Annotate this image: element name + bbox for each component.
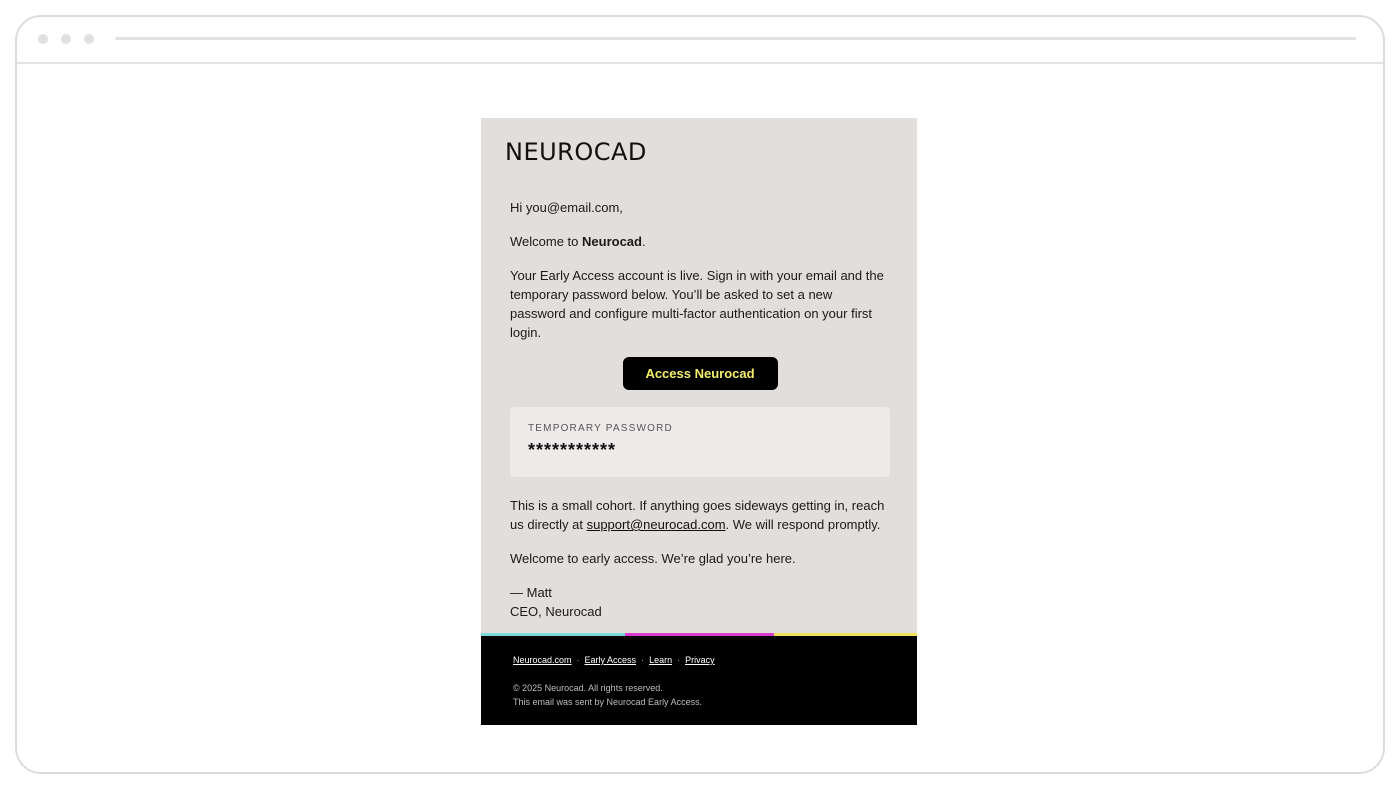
password-label: TEMPORARY PASSWORD <box>528 423 673 434</box>
email-body <box>481 118 917 633</box>
footer-copyright: © 2025 Neurocad. All rights reserved. <box>513 683 663 693</box>
window-close-dot[interactable] <box>38 34 48 44</box>
welcome-prefix: Welcome to <box>510 234 583 249</box>
email-content <box>510 198 890 621</box>
signature-name: — Matt <box>510 585 552 600</box>
temporary-password-box <box>510 407 890 477</box>
footer-sent-by: This email was sent by Neurocad Early Access. <box>513 697 703 707</box>
welcome-brand: Neurocad <box>582 234 642 249</box>
footer-link-learn[interactable]: Learn <box>649 655 673 665</box>
browser-toolbar <box>17 17 1383 64</box>
window-maximize-dot[interactable] <box>84 34 94 44</box>
signature-title: CEO, Neurocad <box>510 604 602 619</box>
email-footer <box>481 636 917 725</box>
support-suffix: . We will respond promptly. <box>725 517 881 532</box>
footer-separator: · <box>576 655 580 665</box>
email-container <box>481 118 917 725</box>
footer-separator: · <box>677 655 681 665</box>
closing-line: Welcome to early access. We’re glad you’re here. <box>510 551 796 566</box>
window-minimize-dot[interactable] <box>61 34 71 44</box>
intro-paragraph: Your Early Access account is live. Sign in with your email and the temporary password below. You’ll be asked to set a new password and configure multi-factor authentication on your first login. <box>510 268 884 340</box>
footer-link-early-access[interactable]: Early Access <box>584 655 637 665</box>
password-value: *********** <box>528 440 617 460</box>
signature <box>510 583 890 621</box>
welcome-suffix: . <box>641 234 646 249</box>
support-email-link[interactable]: support@neurocad.com <box>586 517 726 532</box>
footer-separator: · <box>641 655 645 665</box>
support-paragraph <box>510 496 890 534</box>
footer-link-privacy[interactable]: Privacy <box>685 655 715 665</box>
address-bar[interactable] <box>115 37 1356 40</box>
welcome-line <box>510 232 890 251</box>
greeting: Hi you@email.com, <box>510 200 623 215</box>
cta-wrapper <box>510 357 890 390</box>
footer-links <box>513 655 715 665</box>
footer-link-neurocad[interactable]: Neurocad.com <box>513 655 572 665</box>
access-neurocad-button[interactable]: Access Neurocad <box>623 357 778 390</box>
support-prefix: This is a small cohort. If anything goes sideways getting in, reach us directly at <box>510 498 885 532</box>
footer-legal <box>513 681 702 709</box>
brand-logo: NEUROCAD <box>505 138 647 166</box>
